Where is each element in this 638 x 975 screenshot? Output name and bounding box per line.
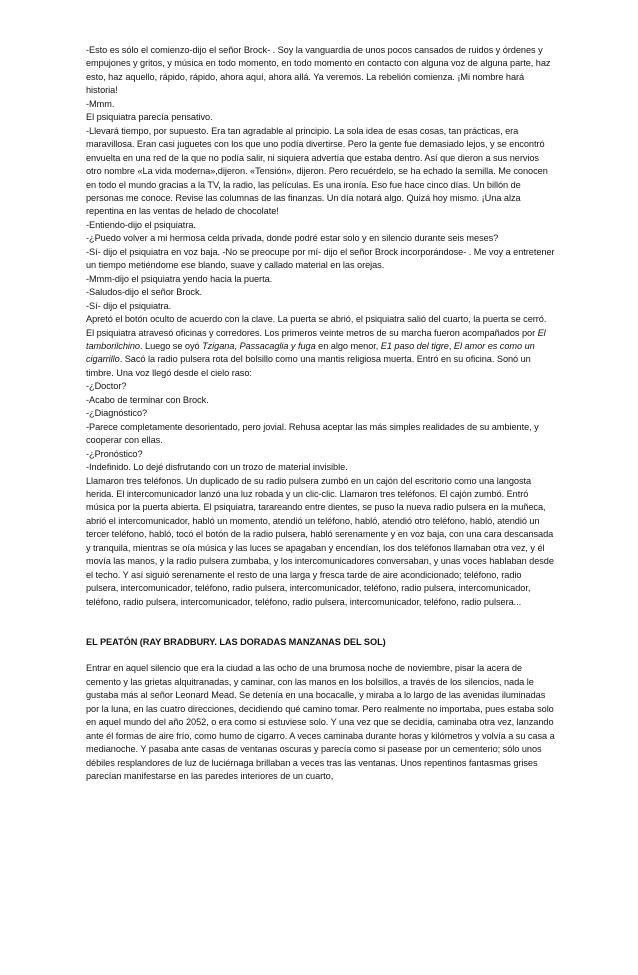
section-spacer <box>86 609 556 636</box>
paragraph: -¿Doctor? <box>86 381 127 392</box>
paragraph: -Mmm-dijo el psiquiatra yendo hacia la puerta. <box>86 273 273 284</box>
song-title: El tamborilchino <box>86 327 546 351</box>
paragraph: -Indefinido. Lo dejé disfrutando con un trozo de material invisible. <box>86 462 348 473</box>
paragraph: -Sí- dijo el psiquiatra. <box>86 300 172 311</box>
text-run: en algo menor, <box>315 340 381 351</box>
song-title: Tzigana <box>202 340 235 351</box>
document-page <box>86 44 556 784</box>
text-run: , <box>448 340 454 351</box>
text-run: Apretó el botón oculto de acuerdo con la clave. La puerta se abrió, el psiquiatra salió del cuarto, la puerta se cerró. El psiquiatra atravesó oficinas y corredores. Los primeros veinte metros de su marcha fueron acompañados por <box>86 314 547 338</box>
paragraph: -Mmm. <box>86 98 115 109</box>
paragraph: -¿Pronóstico? <box>86 448 143 459</box>
song-title: Passacaglia y fuga <box>239 340 316 351</box>
song-title: E1 paso del tigre <box>380 340 449 351</box>
paragraph: El psiquiatra parecía pensativo. <box>86 112 213 123</box>
paragraph: -Acabo de terminar con Brock. <box>86 394 209 405</box>
text-run: , <box>234 340 240 351</box>
section-heading: EL PEATÓN (RAY BRADBURY. LAS DORADAS MANZANAS DEL SOL) <box>86 637 386 648</box>
paragraph: -Sí- dijo el psiquiatra en voz baja. -No se preocupe por mí- dijo el señor Brock incorporándose- . Me voy a entretener un tiempo metiéndome ese blando, suave y callado material en las orejas. <box>86 246 555 271</box>
heading-spacer <box>86 649 556 662</box>
paragraph: -¿Diagnóstico? <box>86 408 148 419</box>
story-el-peaton <box>86 636 556 784</box>
paragraph: -Saludos-dijo el señor Brock. <box>86 287 203 298</box>
paragraph: -Llevará tiempo, por supuesto. Era tan agradable al principio. La sola idea de esas cosas, tan prácticas, era maravillosa. Eran casi juguetes con los que uno podía divertirse. Pero la gente fue demasiado lejos, y se encontró envuelta en una red de la que no podía salir, ni siquiera advertía que estaba dentro. Así que dieron a sus nervios otro nombre «La vida moderna»,dijeron. «Tensión», dijeron. Pero recuérdelo, se ha echado la semilla. Me conocen en todo el mundo gracias a la TV, la radio, las películas. Es una ironía. Eso fue hace cinco días. Un billón de personas me conoce. Revise las columnas de las finanzas. Un día notará algo. Quizá hoy mismo. ¡Una alza repentina en las ventas de helado de chocolate! <box>86 125 548 217</box>
paragraph: -¿Puedo volver a mi hermosa celda privada, donde podré estar solo y en silencio durante seis meses? <box>86 233 499 244</box>
paragraph: Entrar en aquel silencio que era la ciudad a las ocho de una brumosa noche de noviembre, pisar la acera de cemento y las grietas alquitranadas, y caminar, con las manos en los bolsillos, a través de los silencios, nada le gustaba más al señor Leonard Mead. Se detenía en una bocacalle, y miraba a lo largo de las avenidas iluminadas por la luna, en las cuatro direcciones, decidiendo qué camino tomar. Pero realmente no importaba, pues estaba solo en aquel mundo del año 2052, o era como si estuviese solo. Y una vez que se decidía, caminaba otra vez, lanzando ante él formas de aire frío, como humo de cigarro. A veces caminaba durante horas y kilómetros y volvía a su casa a medianoche. Y pasaba ante casas de ventanas oscuras y parecía como si pasease por un cementerio; sólo unos débiles resplandores de luz de luciérnaga brillaban a veces tras las ventanas. Unos repentinos fantasmas grises parecían manifestarse en las paredes interiores de un cuarto, <box>86 663 555 782</box>
story-brock-excerpt <box>86 44 556 609</box>
paragraph-with-song-titles <box>86 313 556 380</box>
paragraph: -Parece completamente desorientado, pero jovial. Rehusa aceptar las más simples realidades de su ambiente, y cooperar con ellas. <box>86 421 539 446</box>
paragraph: Llamaron tres teléfonos. Un duplicado de su radio pulsera zumbó en un cajón del escritorio como una langosta herida. El intercomunicador lanzó una luz robada y un clic-clic. Llamaron tres teléfonos. El cajón zumbó. Entró música por la puerta abierta. El psiquiatra, tarareando entre dientes, se puso la nueva radio pulsera en la muñeca, abrió el intercomunicador, habló un momento, atendió un teléfono, habló, atendió otro teléfono, habló, atendió un tercer teléfono, habló, tocó el botón de la radio pulsera, habló serenamente y en voz baja, con una cara descansada y tranquila, mientras se oía música y las luces se apagaban y encendían, los dos teléfonos llamaban otra vez, y él movía las manos, y la radio pulsera zumbaba, y los intercomunicadores conversaban, y unas voces hablaban desde el techo. Y así siguió serenamente el resto de una larga y fresca tarde de aire acondicionado; teléfono, radio pulsera, intercomunicador, teléfono, radio pulsera, intercomunicador, teléfono, radio pulsera, intercomunicador, teléfono, radio pulsera, intercomunicador, teléfono, radio pulsera, intercomunicador, teléfono, radio pulsera... <box>86 475 554 607</box>
song-title: El amor es como un cigarrillo <box>86 340 535 365</box>
text-run: . Luego se oyó <box>140 340 203 351</box>
paragraph: -Esto es sólo el comienzo-dijo el señor Brock- . Soy la vanguardia de unos pocos cansados de ruidos y órdenes y empujones y gritos, y música en todo momento, en todo momento en contacto con alguna voz de alguna parte, haz esto, haz aquello, rápido, rápido, ahora aquí, ahora allá. Ya veremos. La rebelión comienza. ¡Mi nombre hará historia! <box>86 45 551 96</box>
paragraph: -Entiendo-dijo el psiquiatra. <box>86 219 196 230</box>
text-run: . Sacó la radio pulsera rota del bolsillo como una mantis religiosa muerta. Entró en su oficina. Sonó un timbre. Una voz llegó desde el cielo raso: <box>86 354 531 378</box>
